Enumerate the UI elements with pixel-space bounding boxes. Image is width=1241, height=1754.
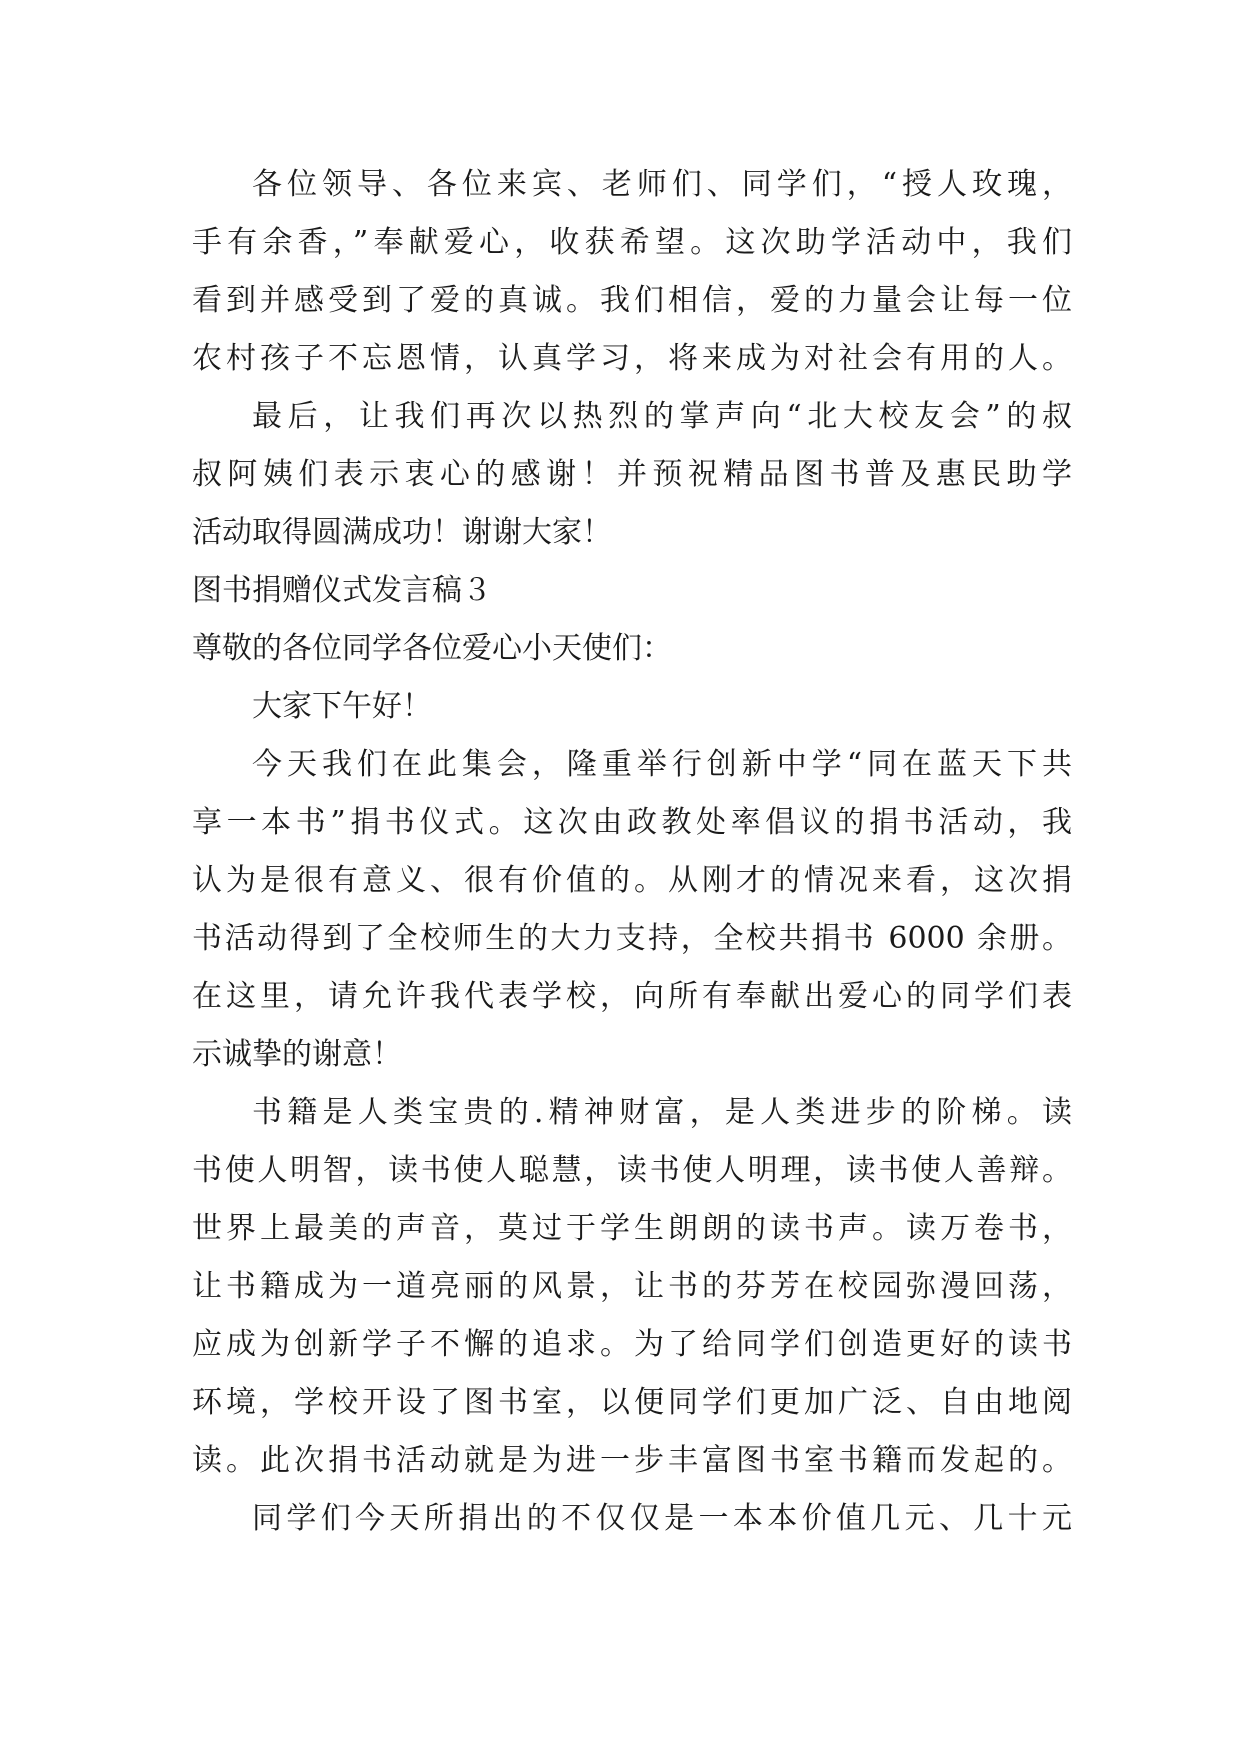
text-line: 活动取得圆满成功！谢谢大家！ (192, 515, 612, 550)
salutation: 尊敬的各位同学各位爱心小天使们： (192, 631, 672, 666)
section-heading: 图书捐赠仪式发言稿３ (192, 573, 492, 608)
text-line: 认为是很有意义、很有价值的。从刚才的情况来看，这次捐 (192, 863, 1072, 898)
text-line: 环境，学校开设了图书室，以便同学们更加广泛、自由地阅 (192, 1385, 1072, 1420)
text-line: 读。此次捐书活动就是为进一步丰富图书室书籍而发起的。 (192, 1443, 1072, 1478)
text-line: 农村孩子不忘恩情，认真学习，将来成为对社会有用的人。 (192, 341, 1072, 376)
text-line: 书活动得到了全校师生的大力支持，全校共捐书 6000 余册。 (192, 921, 1072, 956)
text-line: 叔阿姨们表示衷心的感谢！并预祝精品图书普及惠民助学 (192, 457, 1072, 492)
text-line: 在这里，请允许我代表学校，向所有奉献出爱心的同学们表 (192, 979, 1072, 1014)
text-line: 让书籍成为一道亮丽的风景，让书的芬芳在校园弥漫回荡， (192, 1269, 1072, 1304)
text-line: 最后，让我们再次以热烈的掌声向“北大校友会”的叔 (252, 399, 1072, 434)
text-line: 世界上最美的声音，莫过于学生朗朗的读书声。读万卷书， (192, 1211, 1072, 1246)
text-line: 看到并感受到了爱的真诚。我们相信，爱的力量会让每一位 (192, 283, 1072, 318)
text-line: 同学们今天所捐出的不仅仅是一本本价值几元、几十元 (252, 1501, 1072, 1536)
text-line: 示诚挚的谢意！ (192, 1037, 402, 1072)
text-line: 书使人明智，读书使人聪慧，读书使人明理，读书使人善辩。 (192, 1153, 1072, 1188)
text-line: 各位领导、各位来宾、老师们、同学们，“授人玫瑰， (252, 167, 1072, 202)
greeting: 大家下午好！ (252, 689, 432, 724)
text-line: 享一本书”捐书仪式。这次由政教处率倡议的捐书活动，我 (192, 805, 1072, 840)
text-line: 应成为创新学子不懈的追求。为了给同学们创造更好的读书 (192, 1327, 1072, 1362)
text-line: 手有余香，”奉献爱心，收获希望。这次助学活动中，我们 (192, 225, 1072, 260)
text-line: 今天我们在此集会，隆重举行创新中学“同在蓝天下共 (252, 747, 1072, 782)
text-line: 书籍是人类宝贵的.精神财富，是人类进步的阶梯。读 (252, 1095, 1072, 1130)
